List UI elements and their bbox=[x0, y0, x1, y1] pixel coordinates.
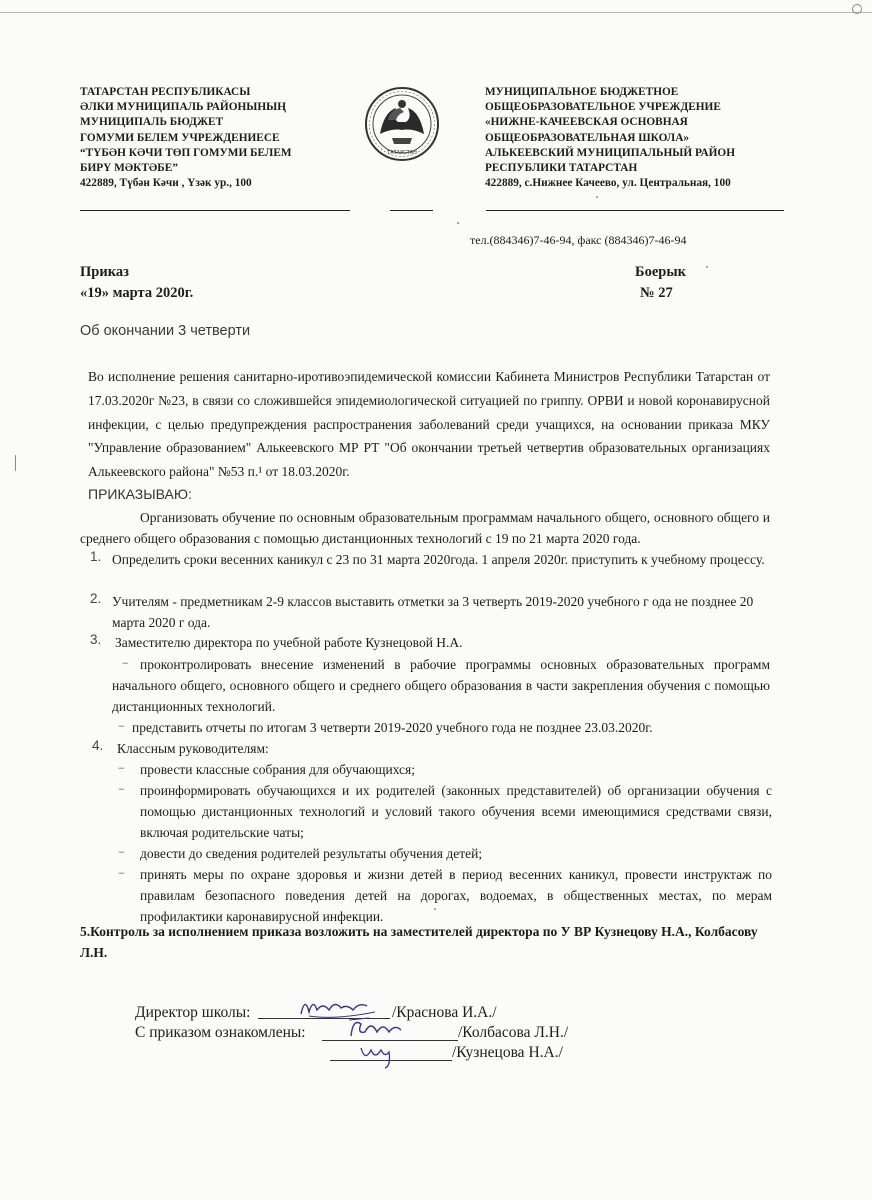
header-right-line: ОБЩЕОБРАЗОВАТЕЛЬНАЯ ШКОЛА» bbox=[485, 131, 690, 144]
dash-bullet-icon: − bbox=[118, 866, 125, 880]
header-right-line: 422889, с.Нижнее Качеево, ул. Центральная, 100 bbox=[485, 177, 731, 190]
kuznetsova-signature-icon bbox=[355, 1036, 405, 1070]
order-item-4c: довести до сведения родителей результаты обучения детей; bbox=[140, 846, 483, 861]
order-date: «19» марта 2020г. bbox=[80, 285, 194, 301]
order-item-3a: проконтролировать внесение изменений в рабочие программы основных образовательных программ начального общего, основного общего и среднего общего образования в части закрепления обучения с помощью дистанционных технологий. bbox=[112, 657, 770, 714]
header-divider-left bbox=[80, 210, 350, 211]
header-right-line: «НИЖНЕ-КАЧЕЕВСКАЯ ОСНОВНАЯ bbox=[485, 116, 688, 129]
header-left-line: ТАТАРСТАН РЕСПУБЛИКАСЫ bbox=[80, 86, 251, 98]
order-item-4a: провести классные собрания для обучающихся; bbox=[140, 762, 416, 777]
dash-bullet-icon: − bbox=[118, 845, 125, 859]
header-right-line: АЛЬКЕЕВСКИЙ МУНИЦИПАЛЬНЫЙ РАЙОН bbox=[485, 146, 735, 159]
order-subject: Об окончании 3 четверти bbox=[80, 323, 251, 339]
order-directive-heading: ПРИКАЗЫВАЮ: bbox=[88, 486, 192, 502]
order-title-tt: Боерык bbox=[635, 264, 687, 280]
scan-speck bbox=[434, 908, 436, 910]
item-number: 4. bbox=[92, 738, 104, 753]
header-right-line: ОБЩЕОБРАЗОВАТЕЛЬНОЕ УЧРЕЖДЕНИЕ bbox=[485, 101, 721, 114]
order-item-3b: представить отчеты по итогам 3 четверти 2019-2020 учебного года не позднее 23.03.2020г. bbox=[132, 720, 653, 735]
order-item-5: 5.Контроль за исполнением приказа возложить на заместителей директора по У ВР Кузнецову Н.А., Колбасову Л.Н. bbox=[80, 924, 758, 960]
header-left-line: 422889, Түбән Кәчи , Үзәк ур., 100 bbox=[80, 177, 252, 190]
scan-speck bbox=[706, 266, 708, 268]
item-number: 3. bbox=[90, 632, 102, 647]
contact-phones: тел.(884346)7-46-94, факс (884346)7-46-94 bbox=[470, 233, 687, 247]
header-left-line: МУНИЦИПАЛЬ БЮДЖЕТ bbox=[80, 116, 224, 129]
ack-name-2: /Кузнецова Н.А./ bbox=[452, 1044, 563, 1061]
header-left-line: “ТҮБӘН КӘЧИ ТӨП ГОМУМИ БЕЛЕМ bbox=[80, 146, 292, 159]
ack-name-1: /Колбасова Л.Н./ bbox=[458, 1024, 569, 1041]
emblem-caption: ТАТАРСТАН bbox=[387, 150, 417, 156]
tatarstan-emblem-icon bbox=[362, 82, 442, 170]
header-right-line: МУНИЦИПАЛЬНОЕ БЮДЖЕТНОЕ bbox=[485, 86, 679, 98]
order-item-2: Учителям - предметникам 2-9 классов выставить отметки за 3 четверть 2019-2020 учебного г ода не позднее 20 марта 2020 г ода. bbox=[112, 594, 754, 630]
scan-speck bbox=[15, 455, 16, 471]
order-item-1: Определить сроки весенних каникул с 23 по 31 марта 2020года. 1 апреля 2020г. приступить к учебному процессу. bbox=[112, 552, 765, 567]
scan-corner-mark bbox=[852, 4, 862, 14]
header-left-line: БИРҮ МӘКТӘБЕ” bbox=[80, 162, 178, 175]
order-item-4d: принять меры по охране здоровья и жизни детей в период весенних каникул, провести инструктаж по правилам безопасного поведения детей на дорогах, водоемах, в общественных местах, по мерам профилактики каронавирусной инфекции. bbox=[140, 867, 772, 924]
scan-speck bbox=[457, 222, 459, 224]
order-item-4b: проинформировать обучающихся и их родителей (законных представителей) об организации обучения с помощью дистанционных технологий и условий такого обучения всеми имеющимися средствами связи, включая родительские чаты; bbox=[140, 783, 772, 840]
scan-top-edge bbox=[0, 12, 872, 13]
order-item-3: Заместителю директора по учебной работе Кузнецовой Н.А. bbox=[115, 635, 463, 650]
dash-bullet-icon: − bbox=[122, 656, 129, 670]
header-left-line: ГОМУМИ БЕЛЕМ УЧРЕЖДЕНИЕСЕ bbox=[80, 131, 280, 144]
order-preamble: Во исполнение решения санитарно-иротивоэпидемической комиссии Кабинета Министров Республики Татарстан от 17.03.2020г №23, в связи со сложившейся эпидемиологической ситуацией по гриппу. ОРВИ и новой коронавирусной инфекции, с целью предупреждения распространения заболеваний среди учащихся, на основании приказа МКУ "Управление образованием" Алькеевского МР РТ "Об окончании третьей четвертив образовательных организациях Алькеевского района" №53 п.¹ от 18.03.2020г. bbox=[88, 369, 770, 480]
dash-bullet-icon: − bbox=[118, 761, 125, 775]
header-divider-right bbox=[486, 210, 784, 211]
scan-speck bbox=[596, 196, 598, 198]
order-number: № 27 bbox=[640, 285, 673, 301]
item-number: 1. bbox=[90, 549, 102, 564]
order-organize-paragraph: Организовать обучение по основным образовательным программам начального общего, основного общего и среднего общего образования с помощью дистанционных технологий с 19 по 21 марта 2020 года. bbox=[80, 510, 770, 546]
order-title-ru: Приказ bbox=[80, 264, 129, 280]
header-right-line: РЕСПУБЛИКИ ТАТАРСТАН bbox=[485, 162, 638, 175]
header-russian-block bbox=[485, 85, 825, 191]
item-number: 2. bbox=[90, 591, 102, 606]
dash-bullet-icon: − bbox=[118, 719, 125, 733]
header-tatar-block bbox=[80, 85, 370, 191]
header-left-line: ӘЛКИ МУНИЦИПАЛЬ РАЙОНЫНЫҢ bbox=[80, 101, 287, 114]
order-item-4: Классным руководителям: bbox=[117, 741, 269, 756]
dash-bullet-icon: − bbox=[118, 782, 125, 796]
director-label: Директор школы: bbox=[135, 1004, 251, 1021]
director-name: /Краснова И.А./ bbox=[392, 1004, 497, 1021]
acknowledgment-label: С приказом ознакомлены: bbox=[135, 1024, 306, 1041]
header-divider-center bbox=[390, 210, 433, 211]
